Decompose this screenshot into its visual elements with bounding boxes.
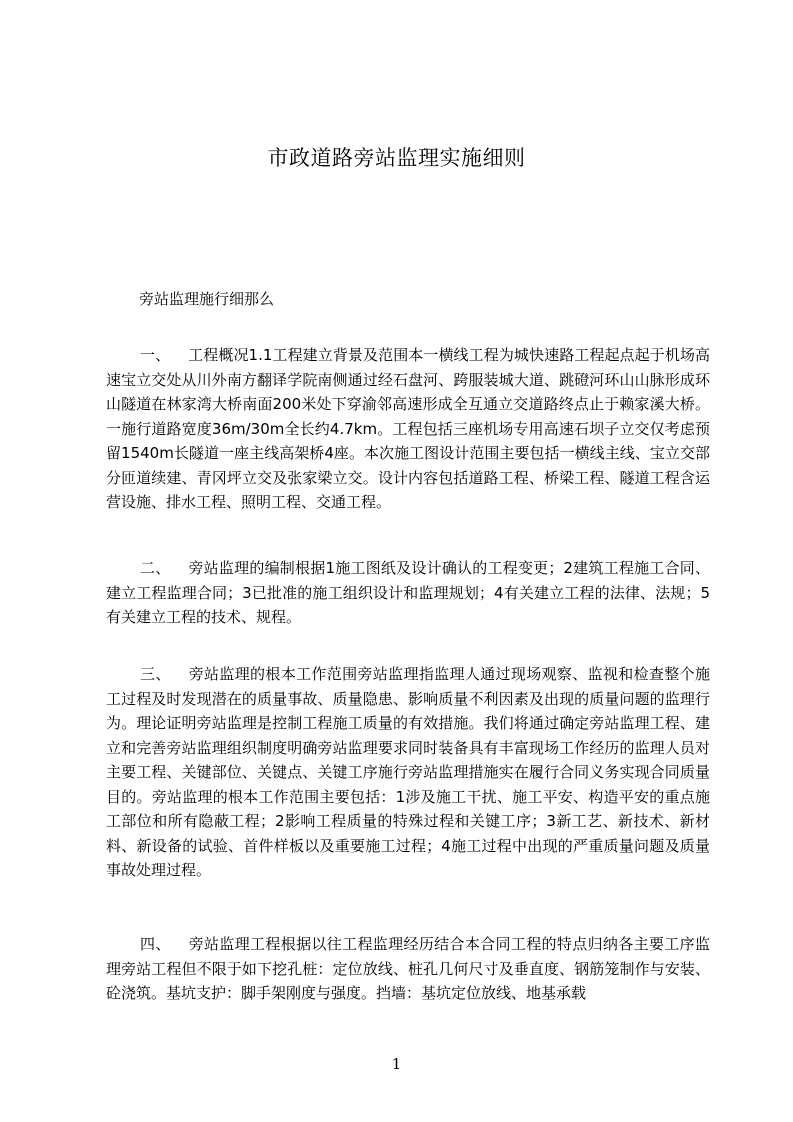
document-subtitle: 旁站监理施行细那么 xyxy=(139,290,275,308)
paragraph-2 xyxy=(106,556,710,630)
document-title: 市政道路旁站监理实施细则 xyxy=(267,146,526,170)
paragraph-1 xyxy=(106,343,710,515)
page-number: 1 xyxy=(391,1055,402,1073)
paragraph-4-number: 四、 xyxy=(140,935,171,953)
paragraph-1-text: 工程概况1.1工程建立背景及范围本一横线工程为城快速路工程起点起于机场高速宝立交处从川外南方翻译学院南侧通过经石盘河、跨服装城大道、跳磴河环山山脉形成环山隧道在林家湾大桥南面200米处下穿渝邻高速形成全互通立交道路终点止于赖家溪大桥。一施行道路宽度36m/30m全长约4.7km。工程包括三座机场专用高速石坝子立交仅考虑预留1540m长隧道一座主线高架桥4座。本次施工图设计范围主要包括一横线主线、宝立交部分匝道续建、青冈坪立交及张家梁立交。设计内容包括道路工程、桥梁工程、隧道工程含运营设施、排水工程、照明工程、交通工程。 xyxy=(106,346,710,511)
paragraph-4 xyxy=(106,932,710,1006)
paragraph-1-number: 一、 xyxy=(140,346,171,364)
paragraph-2-text: 旁站监理的编制根据1施工图纸及设计确认的工程变更；2建筑工程施工合同、建立工程监理合同；3已批准的施工组织设计和监理规划；4有关建立工程的法律、法规；5有关建立工程的技术、规程。 xyxy=(106,559,710,626)
paragraph-3 xyxy=(106,662,710,883)
paragraph-2-number: 二、 xyxy=(140,559,171,577)
paragraph-4-text: 旁站监理工程根据以往工程监理经历结合本合同工程的特点归纳各主要工序监理旁站工程但不限于如下挖孔桩：定位放线、桩孔几何尺寸及垂直度、钢筋笼制作与安装、砼浇筑。基坑支护：脚手架刚度与强度。挡墙：基坑定位放线、地基承载 xyxy=(106,935,710,1002)
paragraph-3-text: 旁站监理的根本工作范围旁站监理指监理人通过现场观察、监视和检查整个施工过程及时发现潜在的质量事故、质量隐患、影响质量不利因素及出现的质量问题的监理行为。理论证明旁站监理是控制工程施工质量的有效措施。我们将通过确定旁站监理工程、建立和完善旁站监理组织制度明确旁站监理要求同时装备具有丰富现场工作经历的监理人员对主要工程、关键部位、关键点、关键工序施行旁站监理措施实在履行合同义务实现合同质量目的。旁站监理的根本工作范围主要包括：1涉及施工干扰、施工平安、构造平安的重点施工部位和所有隐蔽工程；2影响工程质量的特殊过程和关键工序；3新工艺、新技术、新材料、新设备的试验、首件样板以及重要施工过程；4施工过程中出现的严重质量问题及质量事故处理过程。 xyxy=(106,665,710,879)
paragraph-3-number: 三、 xyxy=(140,665,171,683)
